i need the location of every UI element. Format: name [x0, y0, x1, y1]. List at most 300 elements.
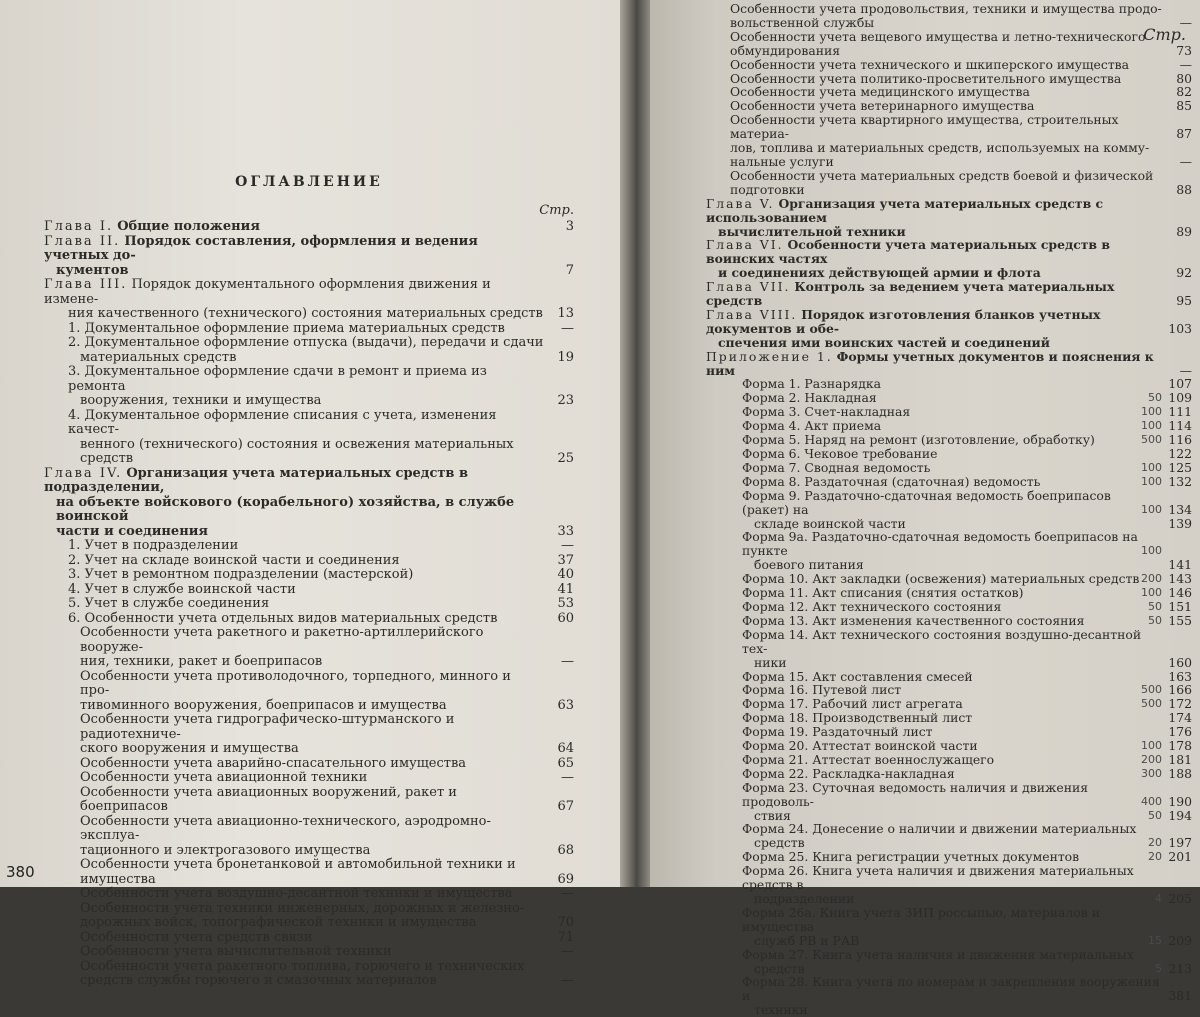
- page-ref: —: [1179, 362, 1192, 378]
- page-ref: 103: [1168, 320, 1192, 336]
- toc-entry: [706, 670, 1192, 684]
- page-ref: 37: [557, 552, 574, 568]
- chapter-title: части и соединения: [56, 523, 208, 539]
- entry-title: Форма 17. Рабочий лист агрегата: [742, 696, 963, 712]
- entry-title: ствия: [754, 807, 791, 823]
- toc-entry-text: [742, 725, 1162, 739]
- entry-title: венного (технического) состояния и освежения материальных: [80, 436, 514, 452]
- toc-entry-text: [730, 169, 1162, 183]
- toc-entry-text: [730, 99, 1162, 113]
- page-ref: 92: [1176, 265, 1192, 281]
- page-number: 380: [6, 863, 35, 881]
- toc-entry: [706, 391, 1192, 405]
- toc-entry-text: [742, 614, 1148, 628]
- entry-title: средств: [80, 451, 134, 466]
- toc-entry: [44, 322, 574, 337]
- page-ref: 190: [1168, 793, 1192, 809]
- entry-title: техники: [754, 1002, 808, 1017]
- page-ref: 87: [1176, 126, 1192, 142]
- toc-entry: [706, 280, 1192, 308]
- page-ref: —: [561, 770, 574, 785]
- chapter-title: Формы учетных документов и пояснения к ним: [706, 348, 1154, 378]
- toc-entry: [706, 850, 1192, 864]
- toc-entry: [706, 308, 1192, 336]
- chapter-label: Глава IV.: [44, 465, 123, 481]
- entry-title: Форма 14. Акт технического состояния воздушно-десантной тех-: [742, 626, 1142, 656]
- page-ref: 141: [1168, 557, 1192, 573]
- handwritten-note: 300: [1141, 766, 1162, 780]
- toc-entry: [706, 433, 1192, 447]
- toc-entry-text: [730, 2, 1162, 16]
- toc-entry-text: [706, 350, 1162, 378]
- entry-title: Форма 16. Путевой лист: [742, 682, 902, 698]
- toc-entry: [706, 753, 1192, 767]
- toc-entry: [44, 235, 574, 264]
- toc-entry: [706, 948, 1192, 962]
- entry-title: тационного и электрогазового имущества: [80, 842, 371, 858]
- page-ref: 155: [1168, 612, 1192, 628]
- entry-title: 6. Особенности учета отдельных видов материальных средств: [68, 610, 498, 626]
- page-ref: —: [1179, 56, 1192, 72]
- chapter-title: Порядок составления, оформления и ведения учетных до-: [44, 233, 478, 263]
- page-ref: 139: [1168, 515, 1192, 531]
- page-ref: 3: [565, 219, 574, 234]
- toc-entry-text: [742, 433, 1141, 447]
- entry-title: Форма 27. Книга учета наличия и движения материальных: [742, 946, 1134, 962]
- toc-entry: [44, 554, 574, 569]
- toc-entry-text: [80, 757, 544, 772]
- entry-title: Форма 22. Раскладка-накладная: [742, 765, 955, 781]
- toc-entry-text: [730, 85, 1162, 99]
- toc-entry: [706, 475, 1192, 489]
- chapter-title: вычислительной техники: [718, 223, 906, 239]
- entry-title: Особенности учета материальных средств боевой и физической: [730, 167, 1154, 183]
- toc-entry-text: [754, 934, 1148, 948]
- toc-entry: [706, 739, 1192, 753]
- toc-entry-text: [730, 72, 1162, 86]
- handwritten-note: 4: [1155, 892, 1162, 905]
- page-ref: 60: [557, 610, 574, 626]
- chapter-title: Организация учета материальных средств в подразделении,: [44, 465, 469, 495]
- page-ref: 33: [557, 523, 574, 539]
- toc-entry: [706, 906, 1192, 934]
- toc-entry: [706, 517, 1192, 531]
- toc-entry-text: [742, 822, 1162, 836]
- toc-entry-text: [80, 394, 544, 409]
- page-column-label: Стр.: [539, 202, 574, 218]
- entry-title: Форма 28. Книга учета по номерам и закрепления вооружения и: [742, 974, 1160, 1004]
- toc-right: [706, 2, 1192, 1017]
- toc-entry-text: [44, 278, 544, 307]
- entry-title: Форма 20. Аттестат воинской части: [742, 738, 978, 754]
- toc-entry: [706, 711, 1192, 725]
- entry-title: Форма 21. Аттестат военнослужащего: [742, 751, 995, 767]
- page-ref: 111: [1168, 404, 1192, 420]
- chapter-title: Порядок изготовления бланков учетных документов и обе-: [706, 306, 1101, 336]
- toc-entry: [44, 655, 574, 670]
- handwritten-note: 100: [1141, 502, 1162, 516]
- toc-entry: [44, 699, 574, 714]
- entry-title: складе воинской части: [754, 515, 906, 531]
- toc-entry-text: [742, 864, 1162, 892]
- toc-entry: [706, 628, 1192, 656]
- toc-entry: [706, 767, 1192, 781]
- entry-title: Особенности учета воздушно-десантной техники и имущества: [80, 886, 513, 901]
- toc-entry-text: [730, 141, 1162, 155]
- entry-title: Форма 13. Акт изменения качественного состояния: [742, 612, 1085, 628]
- toc-entry: [44, 626, 574, 655]
- toc-entry: [44, 568, 574, 583]
- toc-entry: [706, 962, 1192, 976]
- toc-entry: [706, 350, 1192, 378]
- toc-entry: [706, 461, 1192, 475]
- toc-entry: [44, 887, 574, 902]
- toc-entry: [44, 757, 574, 772]
- page-ref: 23: [557, 393, 574, 408]
- toc-entry-text: [742, 586, 1141, 600]
- toc-entry: [44, 597, 574, 612]
- toc-list-left: [44, 220, 574, 989]
- chapter-title: спечения ими воинских частей и соединений: [718, 334, 1050, 350]
- page-ref: 114: [1168, 418, 1192, 434]
- handwritten-note: 100: [1141, 586, 1162, 600]
- handwritten-note: 200: [1141, 752, 1162, 766]
- entry-title: Форма 1. Разнарядка: [742, 376, 882, 392]
- toc-entry-text: [730, 183, 1162, 197]
- toc-entry-text: [80, 438, 544, 453]
- chapter-title: Общие положения: [117, 219, 260, 234]
- entry-title: Особенности учета противолодочного, торпедного, минного и про-: [80, 668, 511, 698]
- page-ref: 80: [1176, 70, 1192, 86]
- toc-entry: [706, 44, 1192, 58]
- handwritten-note: 500: [1141, 697, 1162, 711]
- page-ref: 194: [1168, 807, 1192, 823]
- toc-entry-text: [742, 530, 1141, 558]
- toc-entry-text: [742, 670, 1162, 684]
- toc-entry-text: [742, 419, 1141, 433]
- entry-title: 4. Документальное оформление списания с учета, изменения качест-: [68, 407, 497, 437]
- toc-entry: [706, 600, 1192, 614]
- toc-entry-text: [742, 600, 1148, 614]
- toc-entry: [706, 113, 1192, 141]
- handwritten-note: 50: [1148, 391, 1162, 405]
- page-ref: —: [561, 538, 574, 553]
- page-ref: 53: [557, 596, 574, 611]
- entry-title: Форма 26. Книга учета наличия и движения материальных средств в: [742, 863, 1134, 893]
- toc-entry-text: [56, 264, 544, 279]
- toc-entry-text: [80, 742, 544, 757]
- page-ref: 178: [1168, 738, 1192, 754]
- entry-title: Особенности учета ракетного и ракетно-артиллерийского вооруже-: [80, 625, 484, 655]
- toc-entry-text: [754, 836, 1148, 850]
- toc-entry-text: [68, 554, 544, 569]
- toc-entry-text: [742, 975, 1162, 1003]
- entry-title: Особенности учета ракетного топлива, горючего и технических: [80, 958, 525, 974]
- entry-title: Форма 9а. Раздаточно-сдаточная ведомость боеприпасов на пункте: [742, 529, 1138, 559]
- entry-title: Особенности учета гидрографическо-штурманского и радиотехниче-: [80, 712, 455, 742]
- page-ref: 82: [1176, 84, 1192, 100]
- toc-entry: [706, 822, 1192, 836]
- toc-entry: [44, 931, 574, 946]
- toc-entry-text: [80, 699, 544, 714]
- entry-title: 1. Учет в подразделении: [68, 538, 239, 553]
- toc-entry-text: [730, 113, 1162, 141]
- entry-title: Особенности учета бронетанковой и автомобильной техники и: [80, 857, 516, 872]
- entry-title: тивоминного вооружения, боеприпасов и имущества: [80, 697, 447, 713]
- entry-title: Форма 18. Производственный лист: [742, 710, 973, 726]
- page-ref: 181: [1168, 751, 1192, 767]
- toc-entry-text: [80, 902, 544, 917]
- toc-entry-text: [754, 962, 1155, 976]
- toc-entry-text: [56, 496, 544, 525]
- entry-title: 5. Учет в службе соединения: [68, 596, 270, 611]
- entry-title: ники: [754, 654, 787, 670]
- page-ref: 109: [1168, 390, 1192, 406]
- toc-entry: [706, 405, 1192, 419]
- toc-entry-text: [718, 225, 1162, 239]
- page-ref: 40: [557, 567, 574, 582]
- page-ref: 132: [1168, 473, 1192, 489]
- toc-entry-text: [80, 873, 544, 888]
- toc-entry: [44, 525, 574, 540]
- entry-title: Форма 2. Накладная: [742, 390, 877, 406]
- chapter-label: Глава II.: [44, 233, 121, 249]
- page-ref: 19: [557, 349, 574, 365]
- toc-entry-text: [742, 628, 1162, 656]
- entry-title: Особенности учета вычислительной техники: [80, 944, 392, 959]
- page-ref: 151: [1168, 598, 1192, 614]
- toc-entry-text: [68, 307, 544, 322]
- toc-entry: [706, 836, 1192, 850]
- entry-title: 2. Документальное оформление отпуска (выдачи), передачи и сдачи: [68, 335, 544, 350]
- page-column-label-right: Стр.: [1143, 25, 1186, 44]
- toc-entry: [706, 864, 1192, 892]
- page-ref: 143: [1168, 571, 1192, 587]
- entry-title: Особенности учета техники инженерных, дорожных и железно-: [80, 900, 525, 916]
- entry-title: Форма 11. Акт списания (снятия остатков): [742, 585, 1024, 601]
- entry-title: Особенности учета авиационной техники: [80, 770, 368, 785]
- page-ref: 85: [1176, 98, 1192, 114]
- page-ref: 205: [1168, 891, 1192, 906]
- page-ref: 166: [1168, 682, 1192, 698]
- chapter-label: Глава VII.: [706, 279, 791, 295]
- entry-title: 3. Документальное оформление сдачи в ремонт и приема из ремонта: [68, 364, 487, 394]
- toc-entry: [706, 809, 1192, 823]
- toc-entry-text: [742, 906, 1162, 934]
- entry-title: Форма 7. Сводная ведомость: [742, 459, 931, 475]
- entry-title: Порядок документального оформления движения и измене-: [44, 277, 491, 307]
- toc-entry: [706, 934, 1192, 948]
- chapter-label: Глава VI.: [706, 237, 784, 253]
- page-ref: 134: [1168, 501, 1192, 517]
- entry-title: Особенности учета продовольствия, техники и имущества продо-: [730, 1, 1162, 16]
- toc-entry-text: [754, 656, 1162, 670]
- toc-entry-text: [754, 558, 1162, 572]
- entry-title: Форма 15. Акт составления смесей: [742, 668, 973, 684]
- chapter-title: Контроль за ведением учета материальных средств: [706, 279, 1115, 309]
- page-ref: 116: [1168, 432, 1192, 448]
- entry-title: ния, техники, ракет и боеприпасов: [80, 654, 323, 669]
- toc-entry: [44, 278, 574, 307]
- toc-entry-text: [80, 815, 544, 844]
- page-ref: 213: [1168, 960, 1192, 976]
- entry-title: Особенности учета авиационно-технического, аэродромно-эксплуа-: [80, 813, 491, 843]
- page-ref: 70: [557, 915, 574, 930]
- handwritten-note: 400: [1141, 794, 1162, 808]
- toc-entry-text: [80, 931, 544, 946]
- toc-entry: [706, 99, 1192, 113]
- toc-entry-text: [68, 539, 544, 554]
- page-ref: 201: [1168, 849, 1192, 865]
- toc-entry-text: [742, 475, 1141, 489]
- entry-title: Форма 10. Акт закладки (освежения) материальных средств: [742, 571, 1140, 587]
- toc-entry: [706, 725, 1192, 739]
- toc-entry: [706, 266, 1192, 280]
- handwritten-note: 100: [1141, 739, 1162, 753]
- toc-entry-text: [80, 887, 544, 902]
- entry-title: служб РВ и РАВ: [754, 932, 860, 948]
- entry-title: вооружения, техники и имущества: [80, 393, 322, 408]
- toc-entry-text: [80, 771, 544, 786]
- toc-entry: [706, 489, 1192, 517]
- toc-entry: [44, 583, 574, 598]
- toc-entry-text: [754, 1003, 1162, 1017]
- handwritten-note: 15: [1148, 933, 1162, 947]
- toc-entry: [44, 815, 574, 844]
- entry-title: нальные услуги: [730, 153, 834, 169]
- toc-entry: [706, 975, 1192, 1003]
- toc-entry: [706, 30, 1192, 44]
- toc-entry: [706, 85, 1192, 99]
- toc-entry-text: [80, 945, 544, 960]
- toc-entry-text: [80, 844, 544, 859]
- toc-entry: [706, 656, 1192, 670]
- toc-entry-text: [68, 597, 544, 612]
- toc-entry: [44, 612, 574, 627]
- toc-entry-text: [68, 336, 544, 351]
- chapter-title: Особенности учета материальных средств в воинских частях: [706, 237, 1110, 267]
- entry-title: Особенности учета авиационных вооружений, ракет и боеприпасов: [80, 784, 457, 814]
- toc-entry: [44, 336, 574, 351]
- toc-entry: [706, 155, 1192, 169]
- toc-entry-text: [754, 892, 1155, 906]
- toc-entry-text: [742, 781, 1141, 809]
- handwritten-note: 20: [1148, 850, 1162, 864]
- book-gutter: [620, 0, 650, 887]
- page-ref: 122: [1168, 446, 1192, 461]
- toc-entry: [44, 438, 574, 453]
- toc-entry-text: [68, 583, 544, 598]
- toc-entry: [44, 713, 574, 742]
- toc-entry-text: [80, 974, 544, 989]
- handwritten-note: 100: [1141, 460, 1162, 474]
- handwritten-note: 50: [1148, 808, 1162, 822]
- toc-entry: [706, 697, 1192, 711]
- toc-entry: [706, 141, 1192, 155]
- handwritten-note: 100: [1141, 419, 1162, 433]
- toc-entry: [706, 683, 1192, 697]
- toc-title: ОГЛАВЛЕНИЕ: [235, 174, 383, 190]
- toc-entry-text: [742, 948, 1162, 962]
- handwritten-note: 100: [1141, 405, 1162, 419]
- page-ref: 172: [1168, 696, 1192, 712]
- toc-entry-text: [80, 655, 544, 670]
- entry-title: средств службы горючего и смазочных материалов: [80, 973, 437, 988]
- page-ref: 13: [557, 306, 574, 321]
- toc-entry-text: [706, 308, 1162, 336]
- page-ref: 68: [557, 842, 574, 858]
- toc-entry: [44, 394, 574, 409]
- toc-entry-text: [706, 280, 1162, 308]
- toc-entry: [44, 974, 574, 989]
- toc-entry: [706, 238, 1192, 266]
- toc-entry: [44, 858, 574, 873]
- page-ref: —: [561, 654, 574, 669]
- entry-title: Форма 24. Донесение о наличии и движении материальных: [742, 821, 1137, 837]
- handwritten-note: 50: [1148, 613, 1162, 627]
- toc-entry: [44, 264, 574, 279]
- entry-title: Особенности учета медицинского имущества: [730, 84, 1030, 100]
- toc-entry-text: [706, 197, 1162, 225]
- toc-entry-text: [742, 447, 1162, 461]
- toc-entry-text: [80, 351, 544, 366]
- toc-entry-text: [44, 467, 544, 496]
- toc-entry-text: [56, 525, 544, 540]
- page-ref: 65: [557, 755, 574, 771]
- entry-title: Особенности учета технического и шкиперского имущества: [730, 56, 1130, 72]
- handwritten-note: 20: [1148, 836, 1162, 850]
- page-ref: 95: [1176, 293, 1192, 309]
- entry-title: подготовки: [730, 181, 805, 197]
- toc-entry-text: [742, 683, 1141, 697]
- toc-entry: [44, 307, 574, 322]
- handwritten-note: 100: [1141, 474, 1162, 488]
- toc-entry-text: [80, 670, 544, 699]
- page-ref: 197: [1168, 835, 1192, 851]
- handwritten-note: 500: [1141, 433, 1162, 447]
- entry-title: 2. Учет на складе воинской части и соединения: [68, 552, 400, 568]
- toc-entry: [44, 496, 574, 525]
- toc-entry: [44, 220, 574, 235]
- page-ref: 64: [557, 741, 574, 756]
- toc-entry-text: [730, 16, 1162, 30]
- toc-entry-text: [68, 568, 544, 583]
- toc-entry: [706, 572, 1192, 586]
- toc-entry-text: [68, 322, 544, 337]
- page-ref: —: [1179, 153, 1192, 169]
- page-ref: 71: [557, 929, 574, 945]
- chapter-label: Глава V.: [706, 195, 775, 211]
- entry-title: Особенности учета ветеринарного имущества: [730, 98, 1035, 114]
- entry-title: материальных средств: [80, 349, 237, 365]
- toc-entry-text: [742, 767, 1141, 781]
- entry-title: вольственной службы: [730, 14, 875, 30]
- toc-entry: [44, 945, 574, 960]
- entry-title: Форма 23. Суточная ведомость наличия и движения продоволь-: [742, 779, 1089, 809]
- toc-entry: [706, 336, 1192, 350]
- entry-title: дорожных войск, топографической техники и имущества: [80, 915, 477, 930]
- toc-entry-text: [742, 753, 1141, 767]
- page-ref: 146: [1168, 585, 1192, 601]
- toc-entry: [706, 530, 1192, 558]
- toc-entry: [44, 916, 574, 931]
- entry-title: Форма 3. Счет-накладная: [742, 404, 911, 420]
- toc-entry-text: [68, 612, 544, 627]
- toc-entry: [706, 377, 1192, 391]
- toc-entry: [706, 58, 1192, 72]
- entry-title: Форма 9. Раздаточно-сдаточная ведомость боеприпасов (ракет) на: [742, 487, 1111, 517]
- page-ref: 163: [1168, 668, 1192, 684]
